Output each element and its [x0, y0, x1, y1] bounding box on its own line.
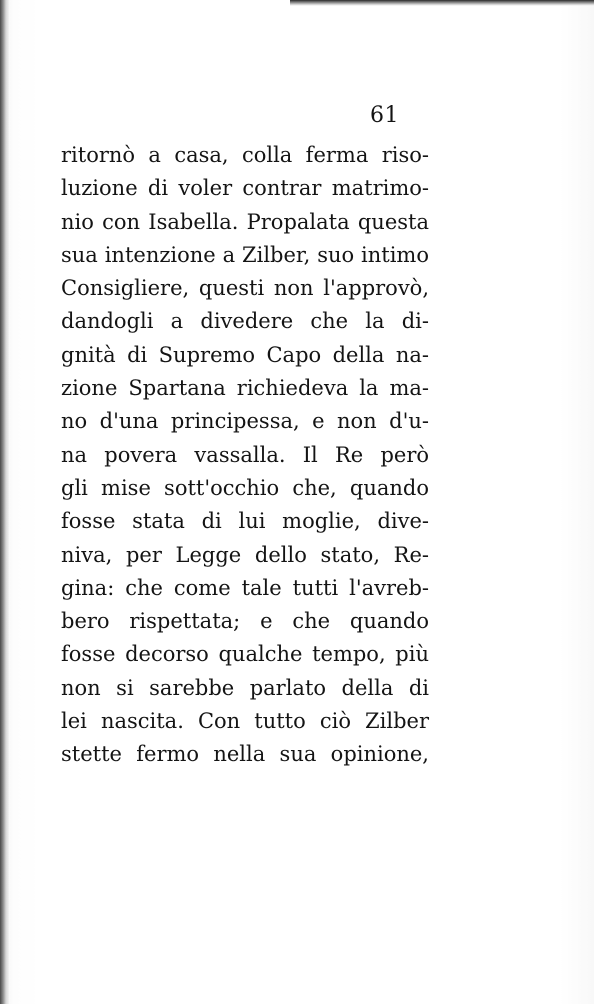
text-line: nio con Isabella. Propalata questa: [61, 209, 429, 234]
text-line: fosse stata di lui moglie, dive-: [61, 509, 429, 534]
text-line: luzione di voler contrar matrimo-: [61, 176, 429, 201]
text-line: ritornò a casa, colla ferma riso-: [61, 143, 429, 167]
page-top-edge: [290, 0, 594, 6]
text-line: fosse decorso qualche tempo, più: [61, 642, 429, 667]
text-line: sua intenzione a Zilber, suo intimo: [61, 242, 429, 267]
body-text: [61, 139, 429, 772]
text-line: stette fermo nella sua opinione,: [61, 742, 429, 767]
text-line: no d'una principessa, e non d'u-: [61, 409, 429, 434]
text-line: zione Spartana richiedeva la ma-: [61, 376, 429, 401]
text-line: gli mise sott'occhio che, quando: [61, 475, 429, 500]
text-line: niva, per Legge dello stato, Re-: [61, 542, 429, 567]
text-line: gnità di Supremo Capo della na-: [61, 342, 429, 367]
page-number: 61: [370, 103, 399, 128]
text-line: bero rispettata; e che quando: [61, 609, 429, 634]
text-line: na povera vassalla. Il Re però: [61, 442, 429, 467]
text-line: Consigliere, questi non l'approvò,: [61, 276, 429, 301]
text-line: non si sarebbe parlato della di: [61, 675, 429, 700]
page-left-edge: [0, 0, 9, 1004]
text-line: gina: che come tale tutti l'avreb-: [61, 575, 429, 600]
text-line: dandogli a divedere che la di-: [61, 309, 429, 334]
text-line: lei nascita. Con tutto ciò Zilber: [61, 709, 429, 734]
